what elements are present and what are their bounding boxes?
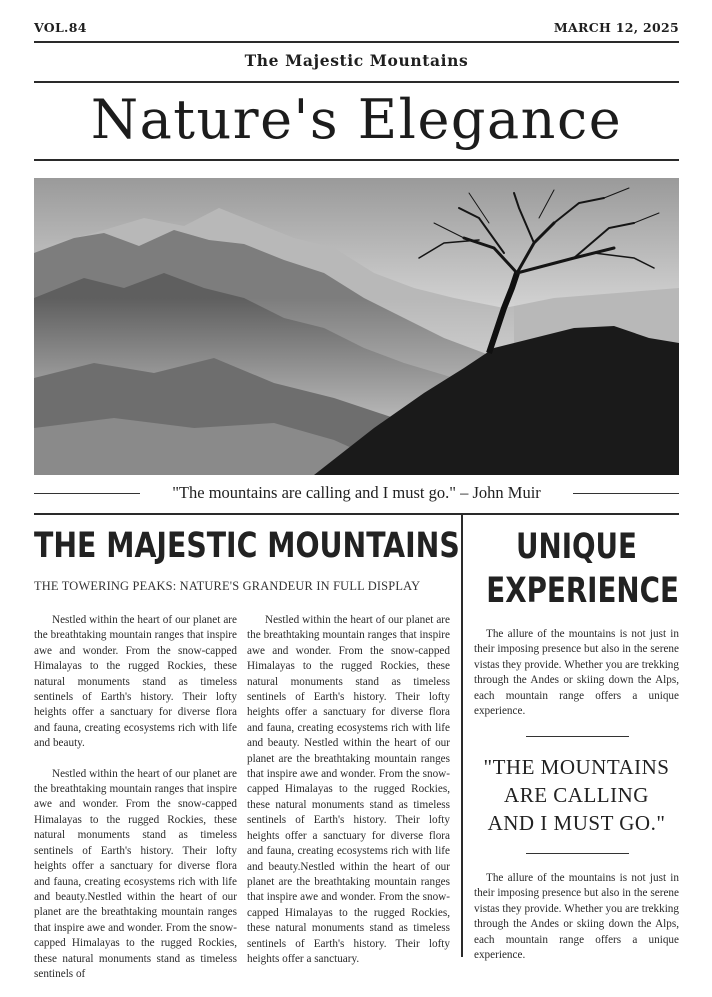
pull-quote-rule-bottom (526, 853, 629, 854)
column-divider (461, 515, 463, 957)
article-paragraph: Nestled within the heart of our planet are the breathtaking mountain ranges that inspire awe and wonder. From the snow-capped Himalayas to the rugged Rockies, these natural monuments stand as timeless sentinels of Earth's history. Their lofty heights offer a sanctuary for diverse flora and fauna, creating ecosystems rich with life and beauty. (34, 614, 237, 750)
article-column-1 (34, 613, 237, 997)
pull-quote-line: "THE MOUNTAINS (483, 755, 670, 779)
pull-quote-line: ARE CALLING (504, 783, 649, 807)
section-rule (34, 513, 679, 515)
quote-rule-left (34, 493, 140, 494)
article-heading: THE MAJESTIC MOUNTAINS (34, 526, 460, 566)
sidebar-text: The allure of the mountains is not just in their imposing presence but also in the serene vistas they provide. Whether you are trekking through the Andes or skiing down the Alps, each mountain range offers a unique experience. (474, 872, 679, 962)
sidebar-text: The allure of the mountains is not just in their imposing presence but also in the serene vistas they provide. Whether you are trekking through the Andes or skiing down the Alps, each mountain range offers a unique experience. (474, 628, 679, 718)
sidebar (474, 525, 679, 962)
pull-quote-line: AND I MUST GO." (487, 811, 666, 835)
article-paragraph: Nestled within the heart of our planet are the breathtaking mountain ranges that inspire awe and wonder. From the snow-capped Himalayas to the rugged Rockies, these natural monuments stand as timeless sentinels of Earth's history. Their lofty heights offer a sanctuary for diverse flora and fauna, creating ecosystems rich with life and beauty.Nestled within the heart of our planet are the breathtaking mountain ranges that inspire awe and wonder. From the snow-capped Himalayas to the rugged Rockies, these natural monuments stand as timeless sentinels of (34, 767, 237, 980)
page-headline: Nature's Elegance (90, 88, 623, 151)
sidebar-heading (486, 525, 679, 613)
issue-date: MARCH 12, 2025 (553, 20, 679, 35)
masthead-rule-top (34, 41, 679, 43)
masthead-rule-middle (34, 81, 679, 83)
pull-quote (474, 753, 679, 837)
quote-band: "The mountains are calling and I must go." – John Muir (172, 483, 541, 502)
sidebar-heading-line: EXPERIENCE (486, 571, 679, 611)
masthead-topbar (34, 20, 679, 38)
article-column-2 (247, 613, 450, 982)
article-paragraph: Nestled within the heart of our planet are the breathtaking mountain ranges that inspire awe and wonder. From the snow-capped Himalayas to the rugged Rockies, these natural monuments stand as timeless sentinels of Earth's history. Their lofty heights offer a sanctuary for diverse flora and fauna, creating ecosystems rich with life and beauty. Nestled within the heart of our planet are the breathtaking mountain ranges that inspire awe and wonder. From the snow-capped Himalayas to the rugged Rockies, these natural monuments stand as timeless sentinels of Earth's history. Their lofty heights offer a sanctuary for diverse flora and fauna, creating ecosystems rich with life and beauty.Nestled within the heart of our planet are the breathtaking mountain ranges that inspire awe and wonder. From the snow-capped Himalayas to the rugged Rockies, these natural monuments stand as timeless sentinels of Earth's history. Their lofty heights offer a sanctuary. (247, 614, 450, 965)
masthead-kicker: The Majestic Mountains (244, 51, 469, 70)
masthead-rule-bottom (34, 159, 679, 161)
article-subheading: THE TOWERING PEAKS: NATURE'S GRANDEUR IN FULL DISPLAY (34, 579, 421, 593)
pull-quote-rule-top (526, 736, 629, 737)
sidebar-heading-line: UNIQUE (516, 527, 637, 567)
mountain-tree-photo (34, 178, 679, 475)
quote-rule-right (573, 493, 679, 494)
volume-number: VOL.84 (34, 20, 87, 35)
newspaper-page (34, 0, 679, 984)
